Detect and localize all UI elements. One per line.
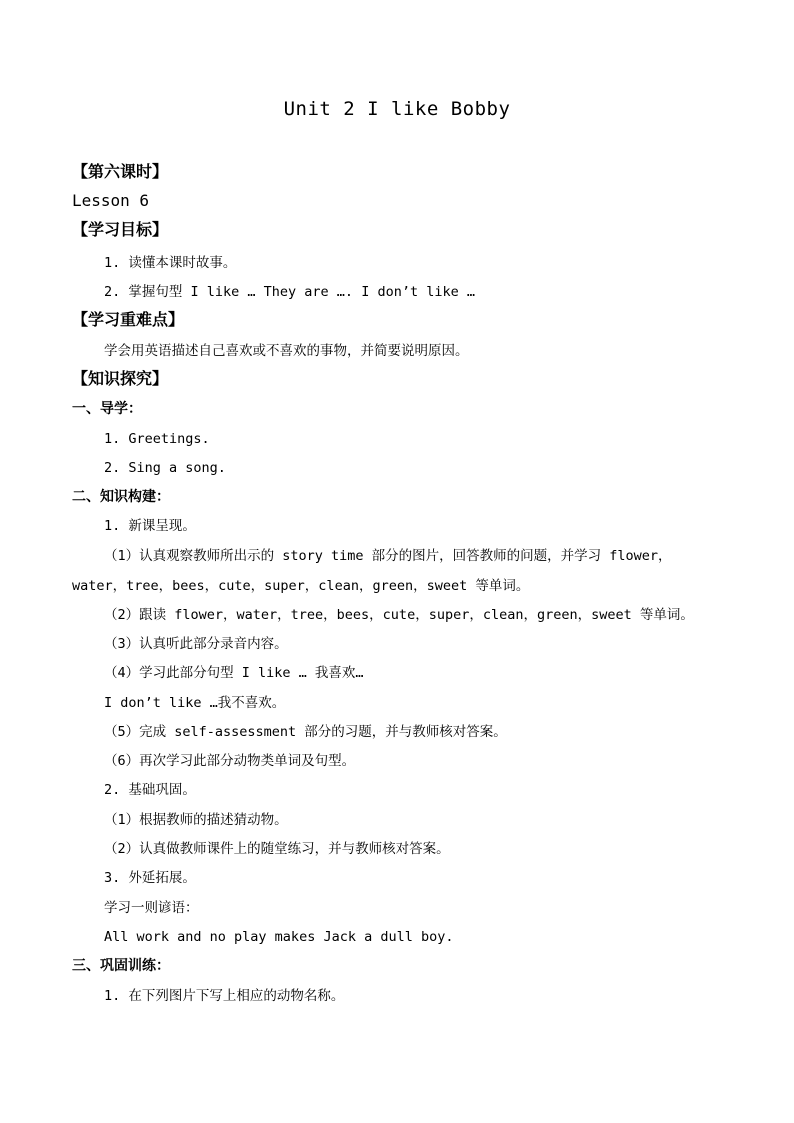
lesson-number: Lesson 6 (72, 191, 150, 210)
section-heading-objectives: 【学习目标】 (72, 220, 169, 239)
list-item: 2. 基础巩固。 (104, 782, 196, 798)
subsection-heading-practice: 三、巩固训练： (72, 958, 170, 974)
document-title: Unit 2 I like Bobby (283, 98, 511, 120)
list-item: （4）学习此部分句型 I like … 我喜欢… (104, 665, 364, 681)
objective-item: 1. 读懂本课时故事。 (104, 255, 237, 271)
list-item: 1. 在下列图片下写上相应的动物名称。 (104, 988, 345, 1004)
list-item: （1）认真观察教师所出示的 story time 部分的图片，回答教师的问题，并学习 flower， (104, 548, 672, 564)
paragraph: 学会用英语描述自己喜欢或不喜欢的事物，并简要说明原因。 (104, 343, 469, 359)
subsection-heading-guide: 一、导学： (72, 401, 142, 417)
list-item: 3. 外延拓展。 (104, 870, 196, 886)
list-item-continuation: I don’t like …我不喜欢。 (104, 695, 286, 711)
subsection-heading-construction: 二、知识构建： (72, 489, 170, 505)
list-item: 2. Sing a song. (104, 460, 226, 476)
list-item: （1）根据教师的描述猜动物。 (104, 812, 288, 828)
list-item: （6）再次学习此部分动物类单词及句型。 (104, 753, 356, 769)
paragraph: 学习一则谚语： (104, 900, 199, 916)
list-item: （2）认真做教师课件上的随堂练习，并与教师核对答案。 (104, 841, 450, 857)
list-item-continuation: water，tree，bees，cute，super，clean，green，sweet 等单词。 (72, 578, 530, 594)
list-item: 1. Greetings. (104, 431, 210, 447)
section-heading-lesson-period: 【第六课时】 (72, 162, 169, 181)
section-heading-key-points: 【学习重难点】 (72, 310, 185, 329)
section-heading-exploration: 【知识探究】 (72, 369, 169, 388)
proverb: All work and no play makes Jack a dull boy. (104, 929, 454, 945)
list-item: （3）认真听此部分录音内容。 (104, 636, 288, 652)
list-item: （2）跟读 flower，water，tree，bees，cute，super，clean，green，sweet 等单词。 (104, 607, 694, 623)
list-item: （5）完成 self-assessment 部分的习题，并与教师核对答案。 (104, 724, 507, 740)
list-item: 1. 新课呈现。 (104, 518, 196, 534)
objective-item: 2. 掌握句型 I like … They are …. I don’t like … (104, 284, 475, 300)
